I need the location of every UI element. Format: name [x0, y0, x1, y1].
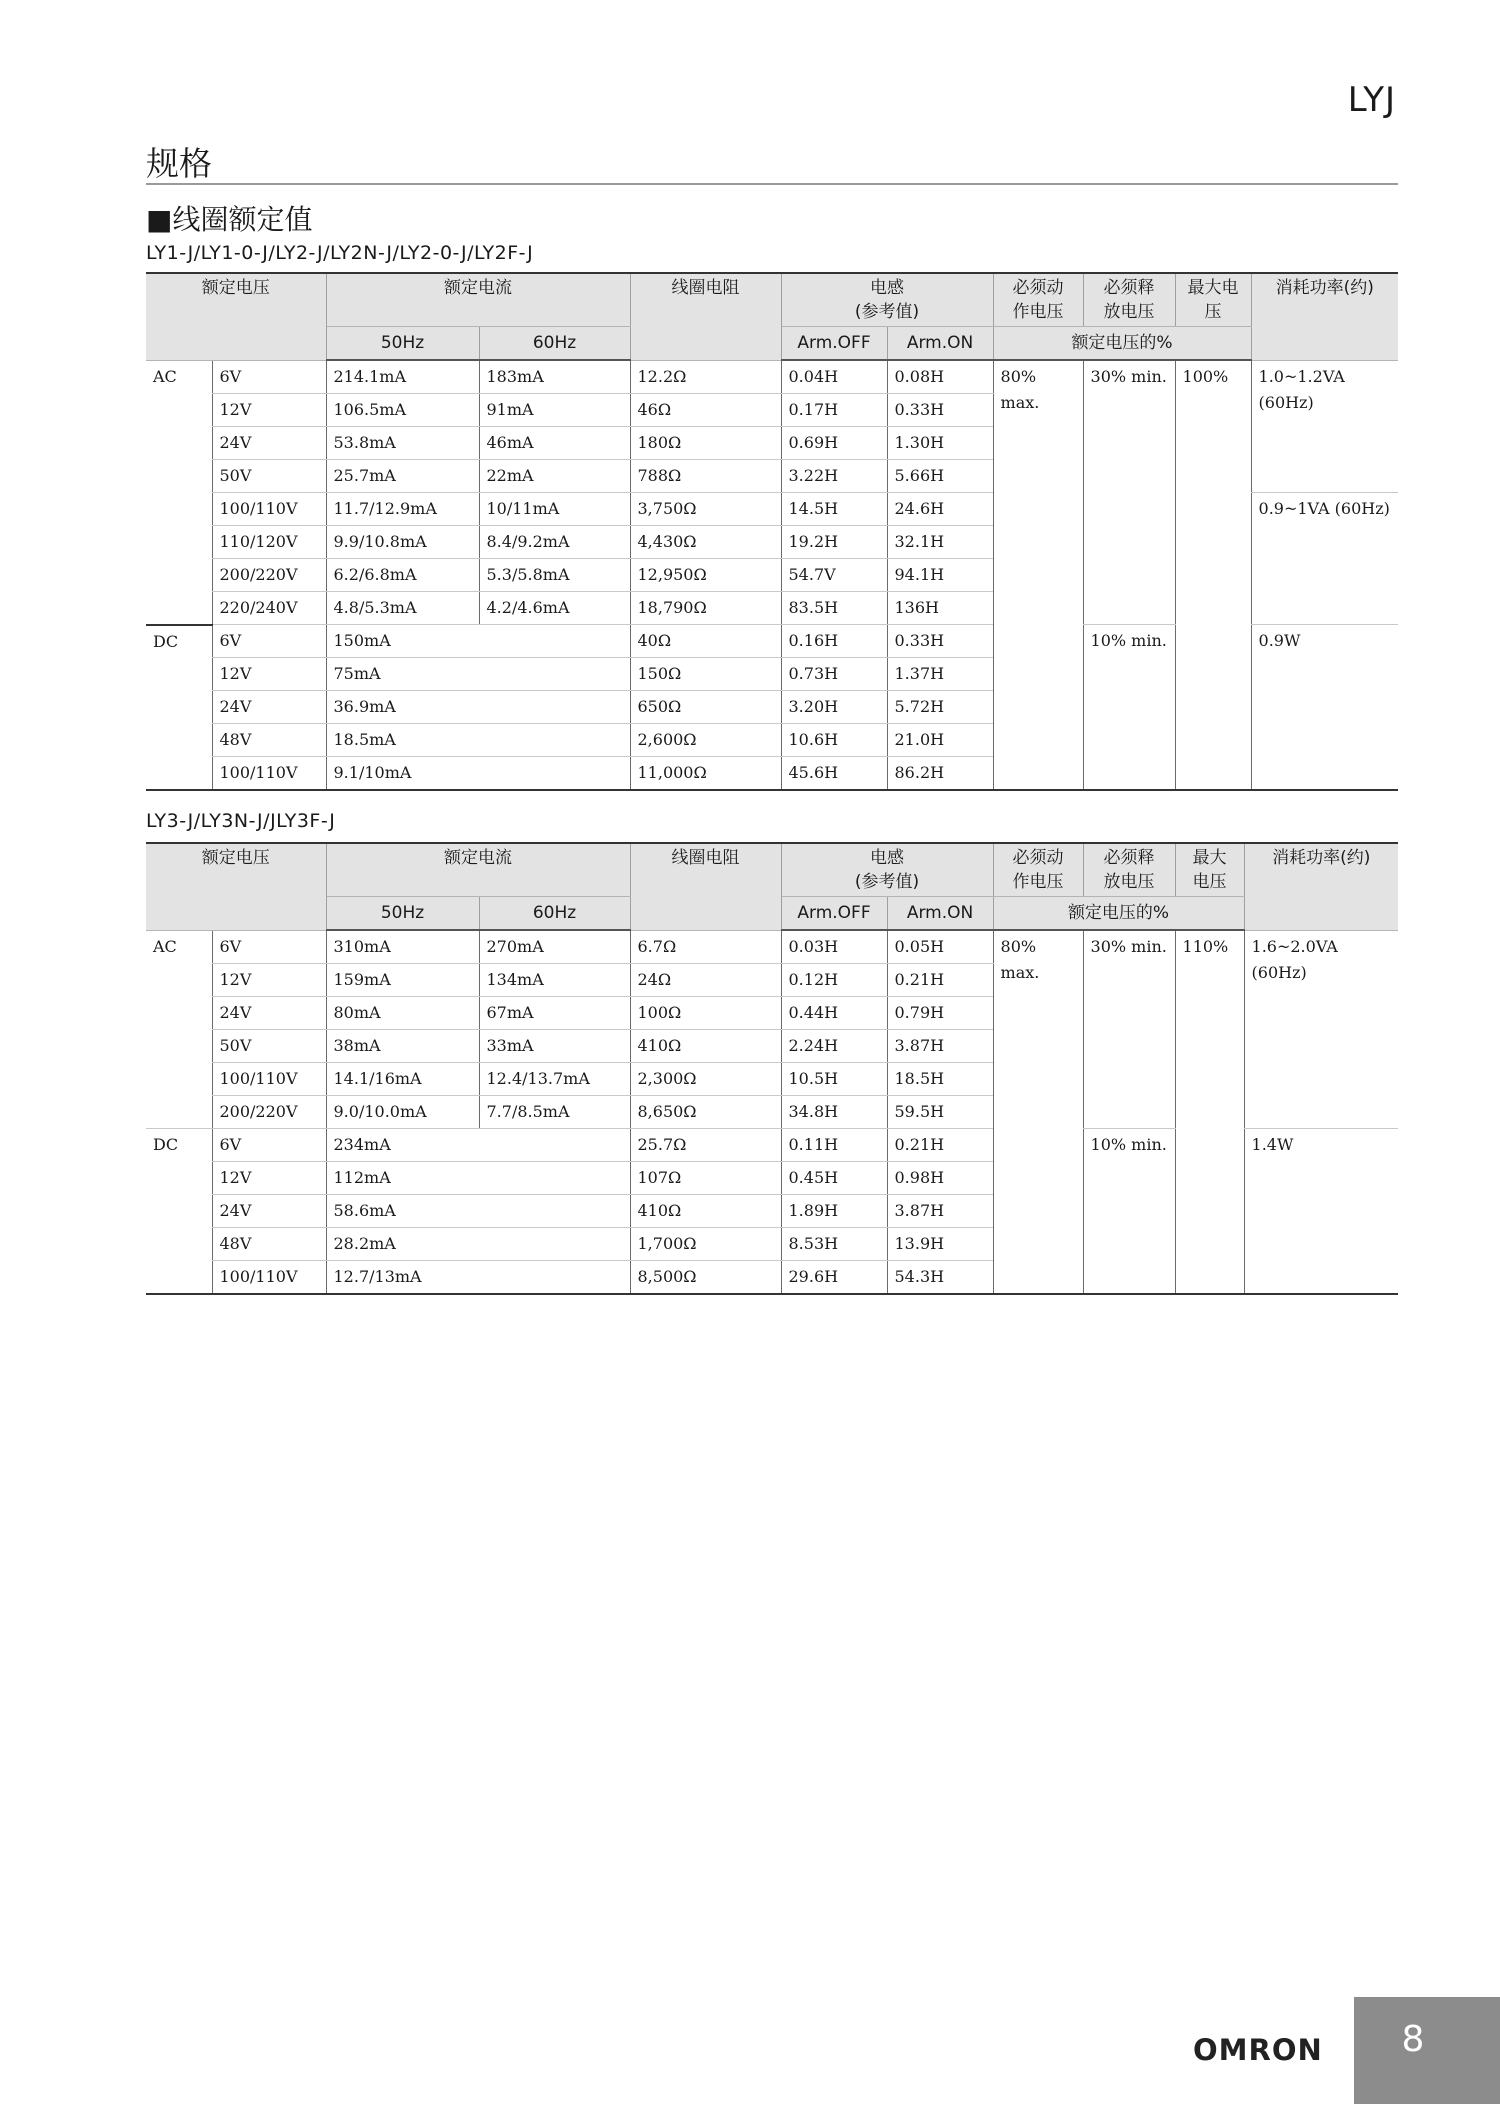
cell-arm-on: 3.87H	[887, 1030, 993, 1063]
cell-arm-on: 0.79H	[887, 997, 993, 1030]
header-rated-voltage: 额定电压	[146, 843, 326, 930]
cell-arm-off: 0.11H	[781, 1129, 887, 1162]
cell-dc-power: 0.9W	[1251, 625, 1398, 791]
cell-arm-on: 24.6H	[887, 493, 993, 526]
cell-current-50hz: 14.1/16mA	[326, 1063, 479, 1096]
cell-current-60hz: 8.4/9.2mA	[479, 526, 630, 559]
header-inductance: 电感 (参考值)	[781, 273, 993, 327]
cell-voltage: 6V	[212, 930, 326, 964]
cell-dc-dropout: 10% min.	[1083, 625, 1175, 791]
cell-pickup: 80% max.	[993, 930, 1083, 1294]
header-arm-off: Arm.OFF	[781, 897, 887, 931]
cell-current-50hz: 6.2/6.8mA	[326, 559, 479, 592]
cell-arm-off: 0.69H	[781, 427, 887, 460]
cell-arm-on: 136H	[887, 592, 993, 625]
cell-resistance: 107Ω	[630, 1162, 781, 1195]
cell-current: 58.6mA	[326, 1195, 630, 1228]
ac-group-label: AC	[146, 930, 212, 1129]
cell-current-50hz: 80mA	[326, 997, 479, 1030]
cell-current-50hz: 310mA	[326, 930, 479, 964]
cell-arm-off: 10.5H	[781, 1063, 887, 1096]
header-rated-voltage: 额定电压	[146, 273, 326, 360]
cell-current: 112mA	[326, 1162, 630, 1195]
section-title: 规格	[146, 144, 212, 183]
cell-arm-on: 1.30H	[887, 427, 993, 460]
cell-dc-power: 1.4W	[1244, 1129, 1398, 1295]
cell-voltage: 200/220V	[212, 1096, 326, 1129]
header-pickup-voltage: 必须动 作电压	[993, 273, 1083, 327]
header-50hz: 50Hz	[326, 897, 479, 931]
page-number-box	[1354, 1997, 1500, 2104]
cell-voltage: 12V	[212, 658, 326, 691]
cell-resistance: 788Ω	[630, 460, 781, 493]
cell-current: 18.5mA	[326, 724, 630, 757]
cell-resistance: 150Ω	[630, 658, 781, 691]
cell-resistance: 46Ω	[630, 394, 781, 427]
cell-resistance: 410Ω	[630, 1030, 781, 1063]
cell-voltage: 100/110V	[212, 1063, 326, 1096]
table2-model-line: LY3-J/LY3N-J/JLY3F-J	[146, 810, 336, 832]
cell-current-60hz: 91mA	[479, 394, 630, 427]
cell-voltage: 12V	[212, 394, 326, 427]
subsection-title: ■线圈额定值	[146, 203, 313, 236]
header-power-consumption: 消耗功率(约)	[1251, 273, 1398, 360]
cell-current: 36.9mA	[326, 691, 630, 724]
coil-rating-table-ly1-ly2	[146, 272, 1398, 791]
cell-arm-on: 0.33H	[887, 394, 993, 427]
cell-arm-on: 0.33H	[887, 625, 993, 658]
cell-resistance: 8,650Ω	[630, 1096, 781, 1129]
cell-resistance: 18,790Ω	[630, 592, 781, 625]
cell-arm-off: 10.6H	[781, 724, 887, 757]
cell-arm-on: 86.2H	[887, 757, 993, 791]
cell-arm-off: 45.6H	[781, 757, 887, 791]
cell-arm-off: 14.5H	[781, 493, 887, 526]
cell-arm-on: 21.0H	[887, 724, 993, 757]
cell-current: 234mA	[326, 1129, 630, 1162]
cell-voltage: 200/220V	[212, 559, 326, 592]
cell-voltage: 48V	[212, 1228, 326, 1261]
cell-current-50hz: 106.5mA	[326, 394, 479, 427]
cell-voltage: 100/110V	[212, 1261, 326, 1295]
cell-arm-on: 13.9H	[887, 1228, 993, 1261]
cell-arm-on: 5.66H	[887, 460, 993, 493]
cell-voltage: 12V	[212, 1162, 326, 1195]
cell-current-60hz: 5.3/5.8mA	[479, 559, 630, 592]
table-row	[146, 360, 1398, 394]
header-power-consumption: 消耗功率(约)	[1244, 843, 1398, 930]
cell-voltage: 50V	[212, 1030, 326, 1063]
cell-current-60hz: 4.2/4.6mA	[479, 592, 630, 625]
cell-arm-off: 1.89H	[781, 1195, 887, 1228]
cell-current-50hz: 9.9/10.8mA	[326, 526, 479, 559]
cell-arm-on: 1.37H	[887, 658, 993, 691]
cell-arm-off: 3.20H	[781, 691, 887, 724]
cell-resistance: 4,430Ω	[630, 526, 781, 559]
header-arm-off: Arm.OFF	[781, 327, 887, 361]
cell-arm-on: 54.3H	[887, 1261, 993, 1295]
cell-voltage: 100/110V	[212, 493, 326, 526]
cell-resistance: 8,500Ω	[630, 1261, 781, 1295]
cell-current-60hz: 183mA	[479, 360, 630, 394]
cell-ac-power: 1.6~2.0VA (60Hz)	[1244, 930, 1398, 1129]
cell-voltage: 24V	[212, 691, 326, 724]
table1-model-line: LY1-J/LY1-0-J/LY2-J/LY2N-J/LY2-0-J/LY2F-J	[146, 242, 534, 264]
cell-current-50hz: 53.8mA	[326, 427, 479, 460]
cell-current-50hz: 159mA	[326, 964, 479, 997]
cell-resistance: 40Ω	[630, 625, 781, 658]
cell-max-voltage: 110%	[1175, 930, 1244, 1294]
cell-arm-off: 0.44H	[781, 997, 887, 1030]
cell-resistance: 650Ω	[630, 691, 781, 724]
header-50hz: 50Hz	[326, 327, 479, 361]
cell-arm-on: 0.08H	[887, 360, 993, 394]
cell-current: 75mA	[326, 658, 630, 691]
cell-resistance: 180Ω	[630, 427, 781, 460]
cell-resistance: 2,300Ω	[630, 1063, 781, 1096]
header-inductance: 电感 (参考值)	[781, 843, 993, 897]
header-percent-rated: 额定电压的%	[993, 327, 1251, 361]
cell-voltage: 12V	[212, 964, 326, 997]
cell-arm-on: 0.21H	[887, 964, 993, 997]
cell-dc-dropout: 10% min.	[1083, 1129, 1175, 1295]
dc-group-label: DC	[146, 625, 212, 791]
ac-group-label: AC	[146, 360, 212, 625]
cell-voltage: 100/110V	[212, 757, 326, 791]
header-arm-on: Arm.ON	[887, 897, 993, 931]
header-60hz: 60Hz	[479, 897, 630, 931]
cell-voltage: 220/240V	[212, 592, 326, 625]
cell-resistance: 1,700Ω	[630, 1228, 781, 1261]
header-rated-current: 额定电流	[326, 843, 630, 897]
cell-voltage: 24V	[212, 1195, 326, 1228]
header-pickup-voltage: 必须动 作电压	[993, 843, 1083, 897]
cell-arm-on: 0.21H	[887, 1129, 993, 1162]
header-coil-resistance: 线圈电阻	[630, 273, 781, 360]
cell-resistance: 6.7Ω	[630, 930, 781, 964]
cell-arm-on: 0.98H	[887, 1162, 993, 1195]
cell-ac-dropout: 30% min.	[1083, 930, 1175, 1129]
cell-arm-off: 0.17H	[781, 394, 887, 427]
cell-current-60hz: 10/11mA	[479, 493, 630, 526]
cell-current: 9.1/10mA	[326, 757, 630, 791]
cell-voltage: 50V	[212, 460, 326, 493]
cell-arm-off: 29.6H	[781, 1261, 887, 1295]
cell-arm-off: 0.12H	[781, 964, 887, 997]
table-row	[146, 930, 1398, 964]
cell-voltage: 24V	[212, 997, 326, 1030]
cell-arm-off: 0.16H	[781, 625, 887, 658]
dc-group-label: DC	[146, 1129, 212, 1295]
cell-current: 12.7/13mA	[326, 1261, 630, 1295]
cell-arm-off: 0.45H	[781, 1162, 887, 1195]
cell-ac-dropout: 30% min.	[1083, 360, 1175, 625]
cell-arm-off: 0.03H	[781, 930, 887, 964]
header-percent-rated: 额定电压的%	[993, 897, 1244, 931]
cell-current-50hz: 214.1mA	[326, 360, 479, 394]
cell-current-60hz: 33mA	[479, 1030, 630, 1063]
product-code: LYJ	[1347, 80, 1396, 120]
header-max-voltage: 最大电 压	[1175, 273, 1251, 327]
cell-current-60hz: 67mA	[479, 997, 630, 1030]
cell-max-voltage: 100%	[1175, 360, 1251, 790]
cell-current-50hz: 25.7mA	[326, 460, 479, 493]
header-arm-on: Arm.ON	[887, 327, 993, 361]
section-divider	[146, 183, 1398, 185]
cell-resistance: 2,600Ω	[630, 724, 781, 757]
cell-voltage: 6V	[212, 625, 326, 658]
cell-arm-on: 0.05H	[887, 930, 993, 964]
cell-resistance: 12,950Ω	[630, 559, 781, 592]
cell-current-50hz: 11.7/12.9mA	[326, 493, 479, 526]
header-60hz: 60Hz	[479, 327, 630, 361]
cell-pickup: 80% max.	[993, 360, 1083, 790]
cell-voltage: 110/120V	[212, 526, 326, 559]
header-max-voltage: 最大 电压	[1175, 843, 1244, 897]
cell-current-60hz: 22mA	[479, 460, 630, 493]
cell-current-60hz: 46mA	[479, 427, 630, 460]
cell-resistance: 25.7Ω	[630, 1129, 781, 1162]
cell-resistance: 410Ω	[630, 1195, 781, 1228]
cell-arm-off: 19.2H	[781, 526, 887, 559]
cell-arm-on: 18.5H	[887, 1063, 993, 1096]
cell-arm-off: 0.04H	[781, 360, 887, 394]
header-dropout-voltage: 必须释 放电压	[1083, 843, 1175, 897]
cell-arm-off: 2.24H	[781, 1030, 887, 1063]
header-coil-resistance: 线圈电阻	[630, 843, 781, 930]
cell-resistance: 12.2Ω	[630, 360, 781, 394]
cell-current: 150mA	[326, 625, 630, 658]
cell-arm-off: 54.7V	[781, 559, 887, 592]
coil-rating-table-ly3	[146, 842, 1398, 1295]
cell-arm-off: 83.5H	[781, 592, 887, 625]
cell-resistance: 3,750Ω	[630, 493, 781, 526]
cell-current-50hz: 38mA	[326, 1030, 479, 1063]
cell-arm-off: 0.73H	[781, 658, 887, 691]
cell-resistance: 11,000Ω	[630, 757, 781, 791]
omron-logo: OMRON	[1193, 2033, 1323, 2067]
cell-current-60hz: 270mA	[479, 930, 630, 964]
cell-current-50hz: 4.8/5.3mA	[326, 592, 479, 625]
cell-arm-on: 94.1H	[887, 559, 993, 592]
cell-arm-off: 3.22H	[781, 460, 887, 493]
cell-ac-power-b: 0.9~1VA (60Hz)	[1251, 493, 1398, 625]
cell-arm-off: 34.8H	[781, 1096, 887, 1129]
cell-current-50hz: 9.0/10.0mA	[326, 1096, 479, 1129]
page-number: 8	[1401, 2019, 1425, 2060]
cell-voltage: 6V	[212, 1129, 326, 1162]
cell-arm-on: 59.5H	[887, 1096, 993, 1129]
cell-voltage: 6V	[212, 360, 326, 394]
cell-arm-on: 32.1H	[887, 526, 993, 559]
cell-ac-power-a: 1.0~1.2VA (60Hz)	[1251, 360, 1398, 493]
cell-arm-on: 3.87H	[887, 1195, 993, 1228]
cell-resistance: 24Ω	[630, 964, 781, 997]
cell-voltage: 24V	[212, 427, 326, 460]
cell-arm-off: 8.53H	[781, 1228, 887, 1261]
cell-current: 28.2mA	[326, 1228, 630, 1261]
header-dropout-voltage: 必须释 放电压	[1083, 273, 1175, 327]
cell-current-60hz: 12.4/13.7mA	[479, 1063, 630, 1096]
cell-current-60hz: 134mA	[479, 964, 630, 997]
cell-arm-on: 5.72H	[887, 691, 993, 724]
cell-voltage: 48V	[212, 724, 326, 757]
cell-current-60hz: 7.7/8.5mA	[479, 1096, 630, 1129]
cell-resistance: 100Ω	[630, 997, 781, 1030]
header-rated-current: 额定电流	[326, 273, 630, 327]
